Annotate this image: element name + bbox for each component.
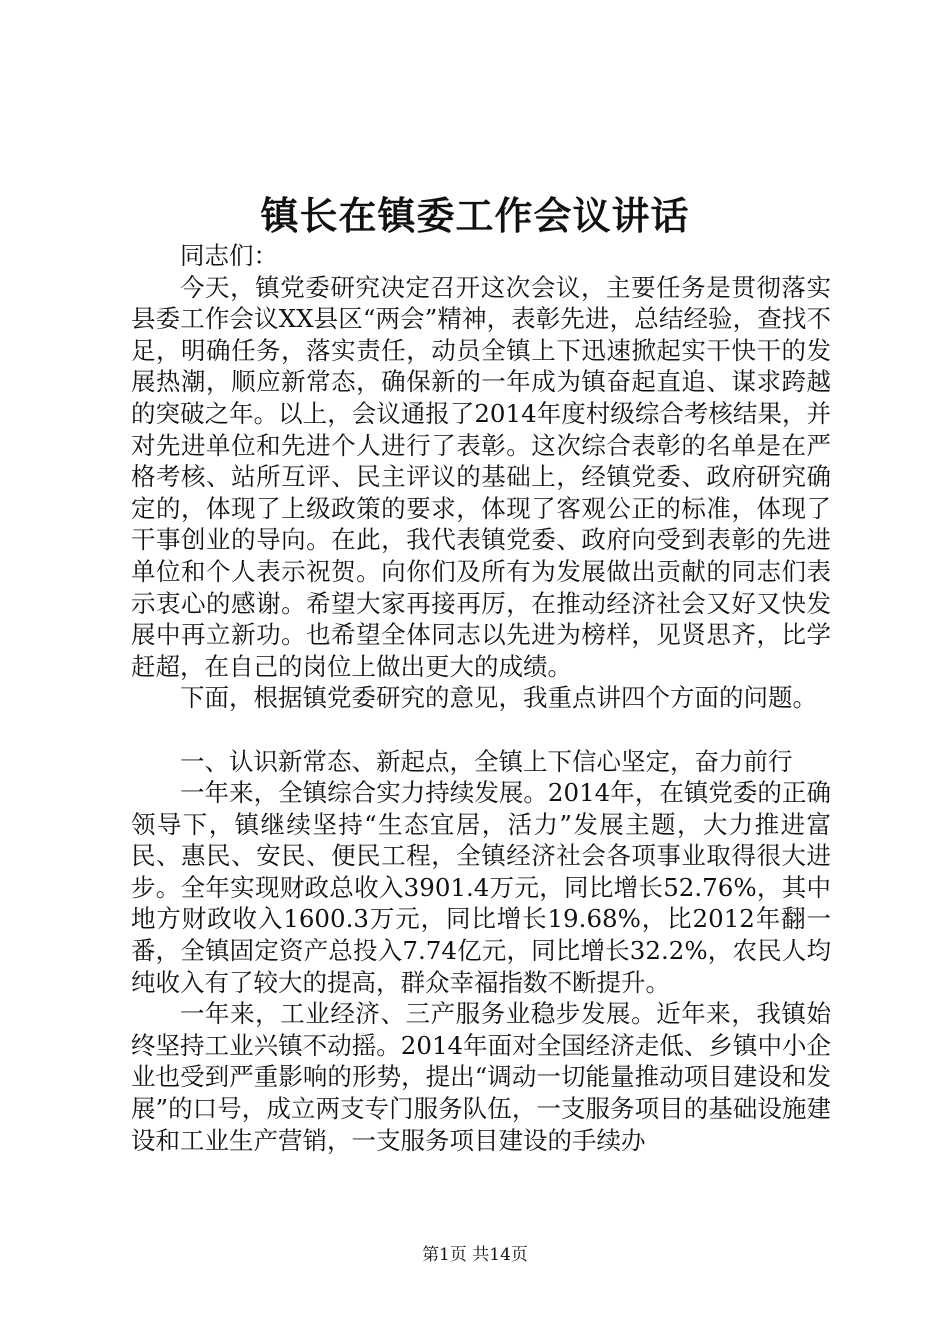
paragraph: 一年来，全镇综合实力持续发展。2014年，在镇党委的正确领导下，镇继续坚持“生态宜居，活力”发展主题，大力推进富民、惠民、安民、便民工程，全镇经济社会各项事业取得很大进步。全年实现财政总收入3901.4万元，同比增长52.76%，其中地方财政收入1600.3万元，同比增长19.68%，比2012年翻一番，全镇固定资产总投入7.74亿元，同比增长32.2%，农民人均纯收入有了较大的提高，群众幸福指数不断提升。 (131, 778, 831, 997)
section-heading: 一、认识新常态、新起点，全镇上下信心坚定，奋力前行 (180, 746, 793, 776)
page-title: 镇长在镇委工作会议讲话 (260, 193, 690, 238)
salutation: 同志们： (180, 241, 278, 270)
paragraph-gap (131, 714, 831, 746)
page-footer: 第1页 共14页 (422, 1245, 528, 1265)
paragraph: 一年来，工业经济、三产服务业稳步发展。近年来，我镇始终坚持工业兴镇不动摇。2014年面对全国经济走低、乡镇中小企业也受到严重影响的形势，提出“调动一切能量推动项目建设和发展”的口号，成立两支专门服务队伍，一支服务项目的基础设施建设和工业生产营销，一支服务项目建设的手续办 (131, 999, 831, 1155)
paragraph: 下面，根据镇党委研究的意见，我重点讲四个方面的问题。 (180, 683, 817, 713)
document-body (131, 240, 831, 1156)
paragraph: 今天，镇党委研究决定召开这次会议，主要任务是贯彻落实县委工作会议XX县区“两会”精神，表彰先进，总结经验，查找不足，明确任务，落实责任，动员全镇上下迅速掀起实干快干的发展热潮，顺应新常态，确保新的一年成为镇奋起直追、谋求跨越的突破之年。以上，会议通报了2014年度村级综合考核结果，并对先进单位和先进个人进行了表彰。这次综合表彰的名单是在严格考核、站所互评、民主评议的基础上，经镇党委、政府研究确定的，体现了上级政策的要求，体现了客观公正的标准，体现了干事创业的导向。在此，我代表镇党委、政府向受到表彰的先进单位和个人表示祝贺。向你们及所有为发展做出贡献的同志们表示衷心的感谢。希望大家再接再厉，在推动经济社会又好又快发展中再立新功。也希望全体同志以先进为榜样，见贤思齐，比学赶超，在自己的岗位上做出更大的成绩。 (131, 272, 831, 681)
